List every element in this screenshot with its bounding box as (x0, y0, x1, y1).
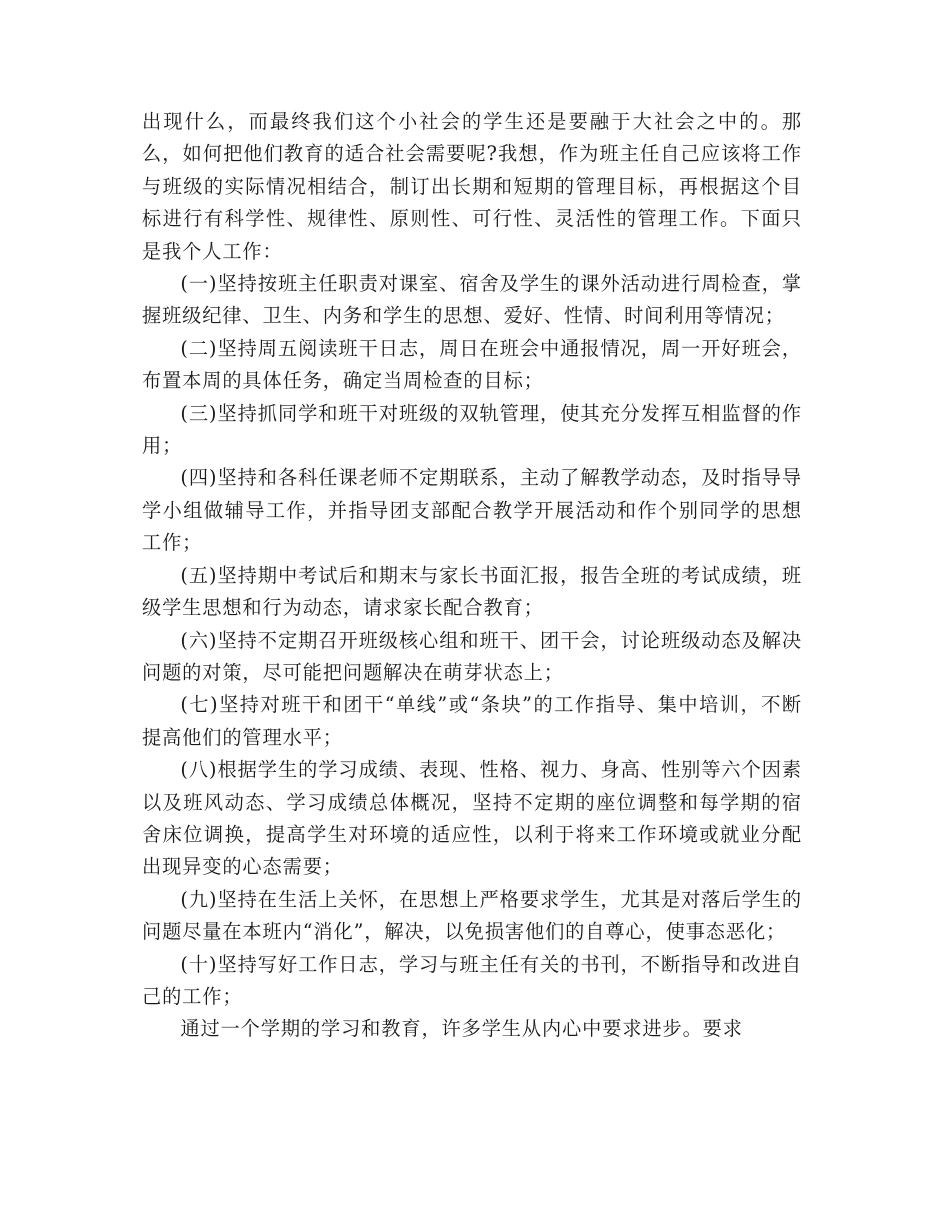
paragraph-item-8: (八)根据学生的学习成绩、表现、性格、视力、身高、性别等六个因素以及班风动态、学习成绩总体概况，坚持不定期的座位调整和每学期的宿舍床位调换，提高学生对环境的适应性，以利于将来工作环境或就业分配出现异变的心态需要； (142, 758, 802, 879)
paragraph-item-6: (六)坚持不定期召开班级核心组和班干、团干会，讨论班级动态及解决问题的对策，尽可能把问题解决在萌芽状态上； (142, 628, 802, 684)
paragraph-item-3: (三)坚持抓同学和班干对班级的双轨管理，使其充分发挥互相监督的作用； (142, 401, 802, 458)
document-body (142, 106, 802, 1046)
paragraph-closing: 通过一个学期的学习和教育，许多学生从内心中要求进步。要求 (180, 1017, 743, 1041)
paragraph-item-7: (七)坚持对班干和团干“单线”或“条块”的工作指导、集中培训，不断提高他们的管理水平； (142, 693, 802, 749)
paragraph-item-5: (五)坚持期中考试后和期末与家长书面汇报，报告全班的考试成绩，班级学生思想和行为动态，请求家长配合教育； (142, 563, 802, 620)
paragraph-item-4: (四)坚持和各科任课老师不定期联系，主动了解教学动态，及时指导导学小组做辅导工作，并指导团支部配合教学开展活动和作个别同学的思想工作； (142, 466, 802, 555)
paragraph-item-2: (二)坚持周五阅读班干日志，周日在班会中通报情况，周一开好班会，布置本周的具体任务，确定当周检查的目标； (142, 336, 802, 393)
paragraph-item-9: (九)坚持在生活上关怀，在思想上严格要求学生，尤其是对落后学生的问题尽量在本班内“消化”，解决，以免损害他们的自尊心，使事态恶化； (142, 887, 802, 944)
paragraph-item-1: (一)坚持按班主任职责对课室、宿舍及学生的课外活动进行周检查，掌握班级纪律、卫生、内务和学生的思想、爱好、性情、时间利用等情况； (142, 272, 802, 328)
paragraph-intro: 出现什么，而最终我们这个小社会的学生还是要融于大社会之中的。那么，如何把他们教育的适合社会需要呢?我想，作为班主任自己应该将工作与班级的实际情况相结合，制订出长期和短期的管理目标，再根据这个目标进行有科学性、规律性、原则性、可行性、灵活性的管理工作。下面只是我个人工作： (142, 110, 802, 263)
paragraph-item-10: (十)坚持写好工作日志，学习与班主任有关的书刊，不断指导和改进自己的工作； (142, 952, 802, 1008)
